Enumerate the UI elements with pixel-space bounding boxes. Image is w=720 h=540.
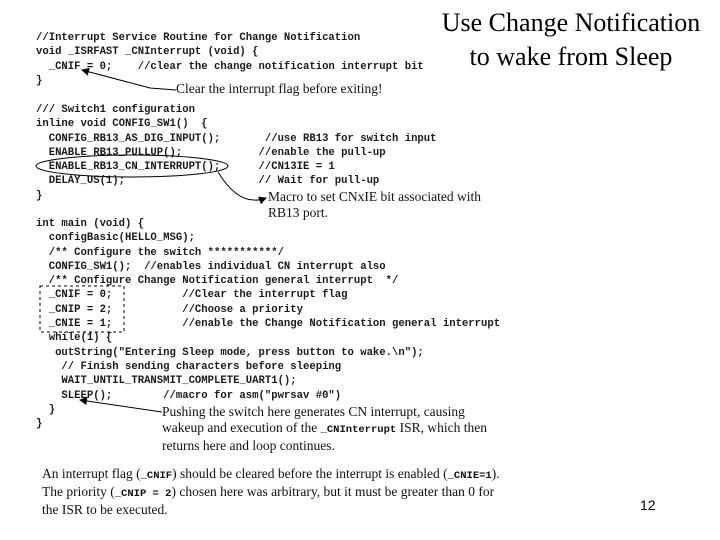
macro-annotation-line-2: RB13 port.: [268, 205, 329, 220]
text-run: ISR, which then: [396, 420, 487, 435]
code-line: _CNIE = 1; //enable the Change Notification general interrupt: [36, 318, 501, 331]
code-line: SLEEP(); //macro for asm("pwrsav #0"): [36, 389, 342, 402]
pushing-annotation-line-1: Pushing the switch here generates CN interrupt, causing: [162, 404, 465, 419]
code-line: _CNIF = 0; //Clear the interrupt flag: [36, 289, 348, 302]
code-line: }: [36, 74, 43, 87]
code-line: outString("Entering Sleep mode, press button to wake.\n");: [36, 346, 424, 359]
code-line: }: [36, 189, 43, 202]
text-run: ).: [491, 466, 500, 481]
code-line: /** Configure Change Notification general interrupt */: [36, 275, 399, 288]
code-line: _CNIF = 0; //clear the change notification interrupt bit: [36, 60, 424, 73]
text-run: An interrupt flag (: [42, 466, 141, 481]
code-line: CONFIG_SW1(); //enables individual CN interrupt also: [36, 260, 386, 273]
code-line: /** Configure the switch ***********/: [36, 246, 284, 259]
cn-interrupt-ellipse: [36, 155, 228, 177]
code-line: ENABLE_RB13_CN_INTERRUPT(); //CN13IE = 1: [36, 161, 335, 174]
inline-code: _CNInterrupt: [320, 424, 397, 436]
code-line: while(1) {: [36, 332, 113, 345]
title-line-2: to wake from Sleep: [469, 42, 673, 71]
pushing-annotation-line-3: returns here and loop continues.: [162, 438, 335, 453]
interrupt-setup-dashed-box: [40, 286, 124, 332]
code-line: ENABLE_RB13_PULLUP(); //enable the pull-up: [36, 146, 386, 159]
clear-flag-annotation: Clear the interrupt flag before exiting!: [176, 81, 383, 96]
inline-code: _CNIP = 2: [114, 488, 172, 500]
code-line: }: [36, 418, 43, 431]
code-line: }: [36, 403, 56, 416]
code-line: DELAY_US(1); // Wait for pull-up: [36, 175, 380, 188]
text-run: ) should be cleared before the interrupt is enabled (: [172, 466, 448, 481]
code-line: inline void CONFIG_SW1() {: [36, 118, 208, 131]
pushing-arrow: [80, 400, 162, 412]
inline-code: _CNIE=1: [447, 470, 492, 482]
code-line: // Finish sending characters before sleeping: [36, 360, 342, 373]
code-line: int main (void) {: [36, 218, 145, 230]
inline-code: _CNIF: [140, 470, 173, 482]
macro-arrow: [218, 172, 266, 200]
code-line: configBasic(HELLO_MSG);: [36, 232, 195, 245]
text-run: The priority (: [42, 484, 115, 499]
code-line: _CNIP = 2; //Choose a priority: [36, 303, 304, 316]
title-line-1: Use Change Notification: [441, 8, 701, 37]
page-number: 12: [640, 497, 656, 513]
text-run: wakeup and execution of the: [162, 420, 321, 435]
bottom-note-line-3: the ISR to be executed.: [42, 502, 168, 517]
code-line: /// Switch1 configuration: [36, 104, 195, 116]
code-line: //Interrupt Service Routine for Change Notification: [36, 32, 361, 44]
text-run: ) chosen here was arbitrary, but it must be greater than 0 for: [171, 484, 495, 499]
clear-flag-arrow: [82, 70, 176, 90]
code-line: WAIT_UNTIL_TRANSMIT_COMPLETE_UART1();: [36, 375, 297, 388]
macro-annotation-line-1: Macro to set CNxIE bit associated with: [268, 189, 481, 204]
code-line: void _ISRFAST _CNInterrupt (void) {: [36, 46, 259, 59]
code-line: CONFIG_RB13_AS_DIG_INPUT(); //use RB13 for switch input: [36, 132, 437, 145]
